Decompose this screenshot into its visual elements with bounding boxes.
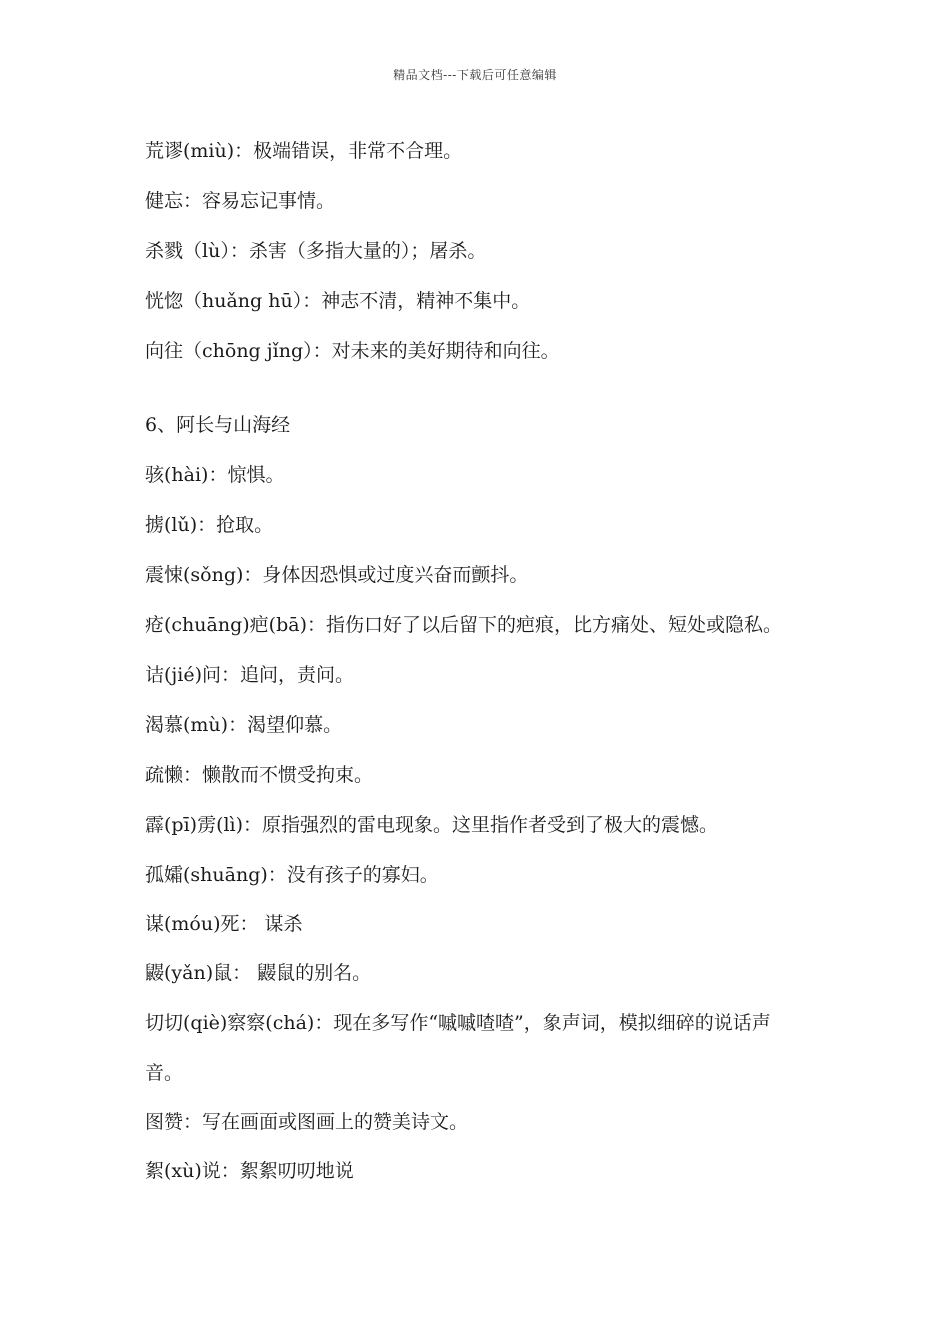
entry-shalu: 杀戮（lù）：杀害（多指大量的）；屠杀。 [145,240,487,262]
section-heading: 6、阿长与山海经 [145,414,291,436]
entry-hai: 骇(hài)：惊惧。 [145,464,285,486]
entry-qieqiechacha: 切切(qiè)察察(chá)：现在多写作“嘁嘁喳喳”，象声词，模拟细碎的说话声 [145,1012,771,1034]
entry-mousi: 谋(móu)死： 谋杀 [145,913,303,935]
entry-jiewen: 诘(jié)问：追问，责问。 [145,664,355,686]
entry-zhensong: 震悚(sǒng)：身体因恐惧或过度兴奋而颤抖。 [145,564,529,586]
entry-jianwang: 健忘：容易忘记事情。 [145,190,336,212]
entry-pili: 霹(pī)雳(lì)：原指强烈的雷电现象。这里指作者受到了极大的震憾。 [145,814,719,836]
entry-yanshu: 鼹(yǎn)鼠： 鼹鼠的别名。 [145,962,372,984]
entry-lu: 掳(lǔ)：抢取。 [145,514,274,536]
page-header: 精品文档---下载后可任意编辑 [393,68,557,82]
entry-kemu: 渴慕(mù)：渴望仰慕。 [145,714,343,736]
entry-shulan: 疏懒：懒散而不惯受拘束。 [145,764,374,786]
entry-xiangwang: 向往（chōng jǐng）：对未来的美好期待和向往。 [145,340,560,362]
entry-huanghu: 恍惚（huǎng hū）：神志不清，精神不集中。 [145,290,531,312]
entry-tuzan: 图赞：写在画面或图画上的赞美诗文。 [145,1111,469,1133]
entry-huangmiu: 荒谬(miù)：极端错误，非常不合理。 [145,140,463,162]
entry-xushuo: 絮(xù)说：絮絮叨叨地说 [145,1160,354,1182]
entry-gushuang: 孤孀(shuāng)：没有孩子的寡妇。 [145,864,439,886]
entry-qieqiechacha-cont: 音。 [145,1062,184,1084]
entry-chuangba: 疮(chuāng)疤(bā)：指伤口好了以后留下的疤痕，比方痛处、短处或隐私。 [145,614,782,636]
